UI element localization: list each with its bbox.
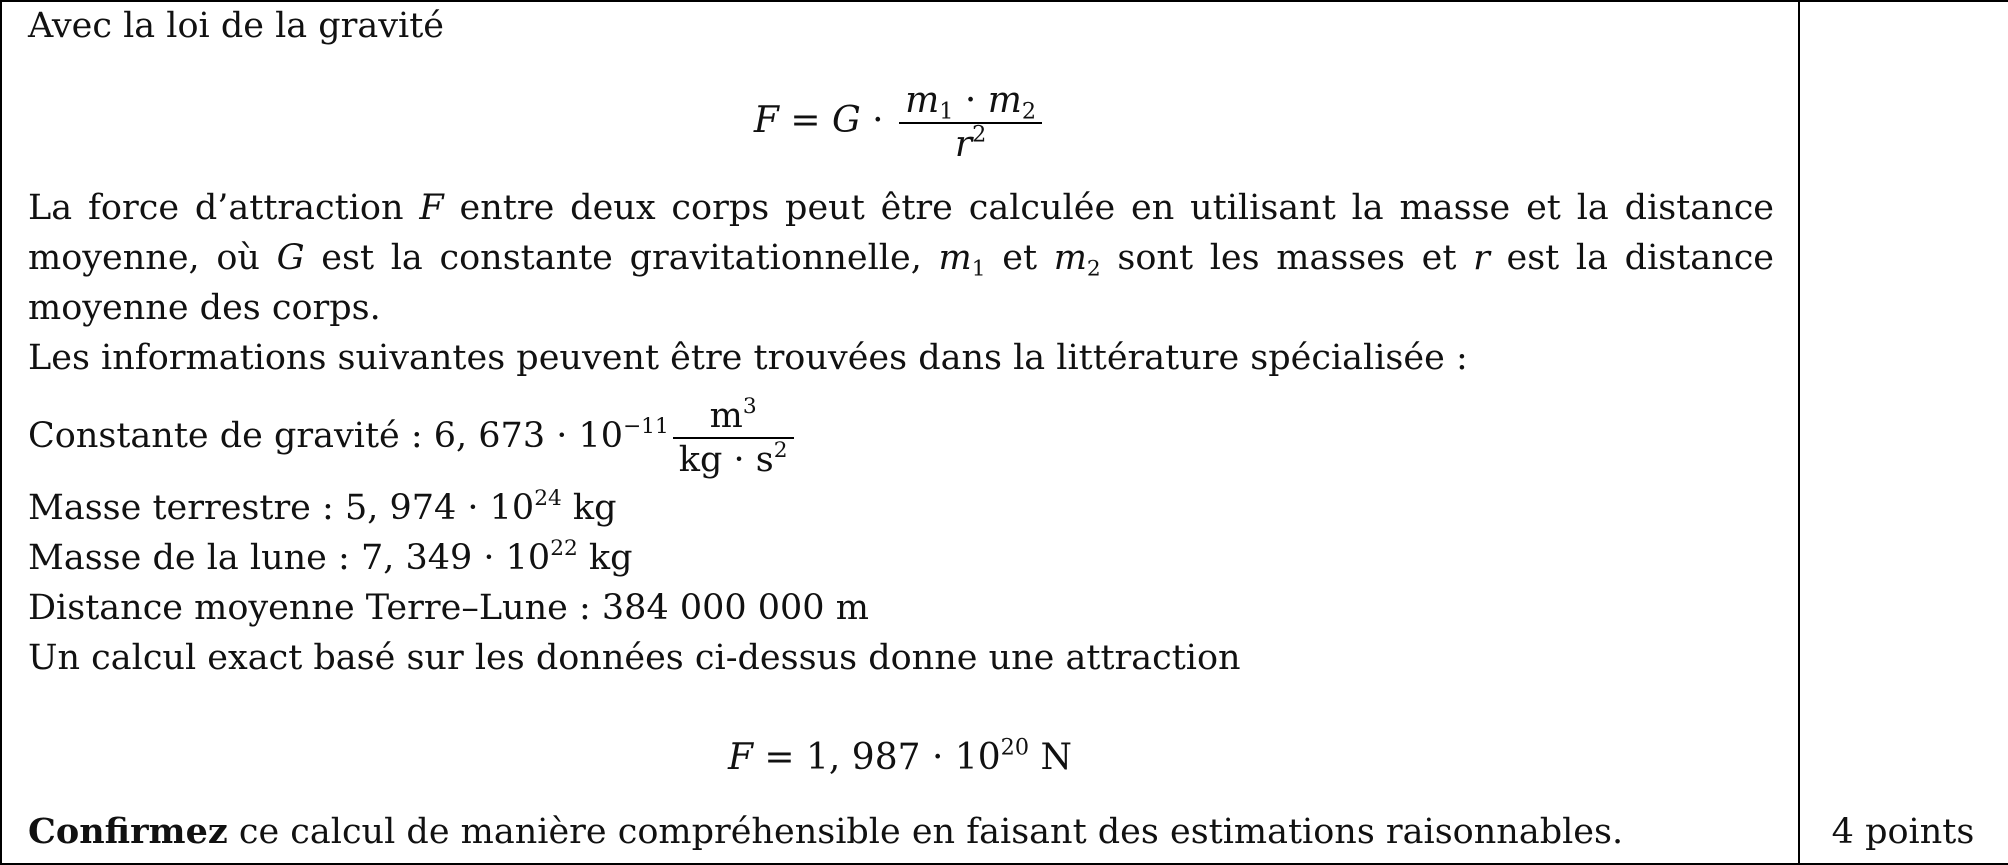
para1-t7: est la distance — [1489, 238, 1775, 278]
moon-value: 7, 349 · 10 — [360, 538, 551, 578]
para1-t1: La force d’attraction — [28, 188, 420, 228]
para1-var-g: G — [276, 238, 305, 278]
unit-m-exp: 3 — [742, 393, 757, 419]
formula-lhs: F — [753, 100, 779, 141]
task-verb: Confirmez — [28, 811, 228, 852]
moon-mass-line — [28, 536, 633, 580]
numerator-sub2: 2 — [1021, 98, 1037, 125]
constant-unit-num — [673, 395, 794, 439]
constant-value: 6, 673 · 10 — [433, 416, 624, 456]
distance-label: Distance moyenne Terre–Lune : — [28, 588, 602, 628]
moon-exp: 22 — [550, 535, 578, 561]
result-unit: N — [1029, 737, 1073, 778]
para1-var-m1: m — [938, 238, 972, 278]
numerator-m1: m — [905, 80, 940, 121]
numerator-m2: m — [987, 80, 1022, 121]
earth-exp: 24 — [534, 485, 562, 511]
para1-var-f: F — [419, 188, 444, 228]
para1-t3: moyenne, où — [28, 238, 277, 278]
result-value: = 1, 987 · 10 — [752, 737, 1001, 778]
para1-t2: entre deux corps peut être calculée en utilisant la masse et la distance — [443, 188, 1775, 228]
constant-unit-den — [673, 439, 794, 481]
distance-line — [28, 586, 869, 630]
numerator-dot: · — [953, 80, 988, 121]
points-cell: 4 points — [1831, 812, 1975, 852]
earth-mass-line — [28, 486, 617, 530]
result-formula — [0, 736, 1800, 780]
unit-m: m — [709, 395, 743, 436]
unit-kgs: kg · s — [678, 439, 774, 480]
gravity-constant-line — [28, 388, 798, 484]
numerator-sub1: 1 — [939, 98, 954, 125]
denominator-r: r — [954, 124, 973, 165]
distance-value: 384 000 000 m — [601, 588, 869, 628]
para1-line1 — [28, 186, 1774, 230]
earth-value: 5, 974 · 10 — [344, 488, 535, 528]
task-line — [28, 810, 1623, 854]
intro-text: Avec la loi de la gravité — [28, 6, 445, 46]
formula-g: G — [831, 100, 861, 141]
unit-s-exp: 2 — [773, 437, 788, 463]
constant-label: Constante de gravité : — [28, 416, 434, 456]
para1-sub2: 2 — [1086, 256, 1101, 282]
constant-unit-fraction — [673, 395, 794, 481]
denominator-exp: 2 — [972, 121, 987, 148]
moon-label: Masse de la lune : — [28, 538, 361, 578]
para1-var-m2: m — [1053, 238, 1087, 278]
moon-unit: kg — [577, 538, 633, 578]
para1-line2 — [28, 236, 1774, 280]
earth-unit: kg — [561, 488, 617, 528]
formula-denominator — [899, 121, 1042, 166]
task-rest: ce calcul de manière compréhensible en faisant des estimations raisonnables. — [227, 812, 1624, 852]
gravity-formula — [0, 80, 1800, 166]
para1-line3: moyenne des corps. — [28, 288, 381, 328]
para1-t6: sont les masses et — [1100, 238, 1474, 278]
calc-intro: Un calcul exact basé sur les données ci-dessus donne une attraction — [28, 638, 1241, 678]
formula-dot: · — [860, 100, 896, 141]
info-intro: Les informations suivantes peuvent être trouvées dans la littérature spécialisée : — [28, 338, 1468, 378]
para1-var-r: r — [1473, 238, 1490, 278]
formula-numerator — [899, 80, 1042, 124]
para1-sub1: 1 — [971, 256, 986, 282]
formula-equals: = — [778, 100, 832, 141]
constant-exp: −11 — [623, 413, 669, 439]
para1-t4: est la constante gravitationnelle, — [304, 238, 939, 278]
result-exp: 20 — [1000, 734, 1030, 761]
formula-fraction — [899, 80, 1042, 166]
result-lhs: F — [727, 737, 753, 778]
earth-label: Masse terrestre : — [28, 488, 345, 528]
para1-t5: et — [985, 238, 1054, 278]
